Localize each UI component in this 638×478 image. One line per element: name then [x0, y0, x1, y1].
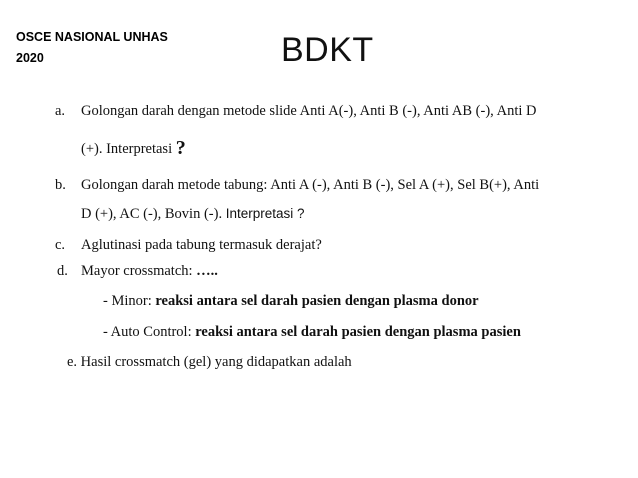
item-e-text: e. Hasil crossmatch (gel) yang didapatkan adalah — [67, 354, 352, 370]
item-d-line — [81, 262, 218, 280]
item-c-text: Aglutinasi pada tabung termasuk derajat? — [81, 237, 322, 253]
auto-control-prefix: - Auto Control: — [103, 324, 196, 340]
event-year: 2020 — [16, 51, 44, 65]
item-b-marker: b. — [55, 177, 66, 193]
item-a-marker: a. — [55, 103, 66, 119]
item-b-line2 — [81, 205, 305, 223]
minor-prefix: - Minor: — [103, 293, 156, 309]
auto-control-line — [103, 323, 521, 341]
item-b-interpretation: Interpretasi ? — [225, 206, 305, 221]
item-a-question-mark: ? — [175, 137, 186, 159]
item-a-line2 — [81, 139, 186, 158]
item-a-line2-text: (+). Interpretasi — [81, 141, 176, 157]
item-d-text: Mayor crossmatch: — [81, 263, 197, 279]
event-header — [16, 27, 168, 69]
item-b-line1: Golongan darah metode tabung: Anti A (-), Anti B (-), Sel A (+), Sel B(+), Anti — [81, 177, 540, 193]
event-name: OSCE NASIONAL UNHAS — [16, 30, 168, 44]
auto-control-answer: reaksi antara sel darah pasien dengan plasma pasien — [195, 324, 521, 340]
minor-line — [103, 292, 479, 310]
item-a-line1: Golongan darah dengan metode slide Anti A(-), Anti B (-), Anti AB (-), Anti D — [81, 103, 537, 119]
item-b-line2-text: D (+), AC (-), Bovin (-). — [81, 206, 226, 222]
item-d-marker: d. — [57, 263, 68, 279]
minor-answer: reaksi antara sel darah pasien dengan plasma donor — [155, 293, 479, 309]
item-d-ellipsis: ….. — [196, 263, 218, 279]
item-c-marker: c. — [55, 237, 66, 253]
slide-title: BDKT — [281, 31, 374, 69]
